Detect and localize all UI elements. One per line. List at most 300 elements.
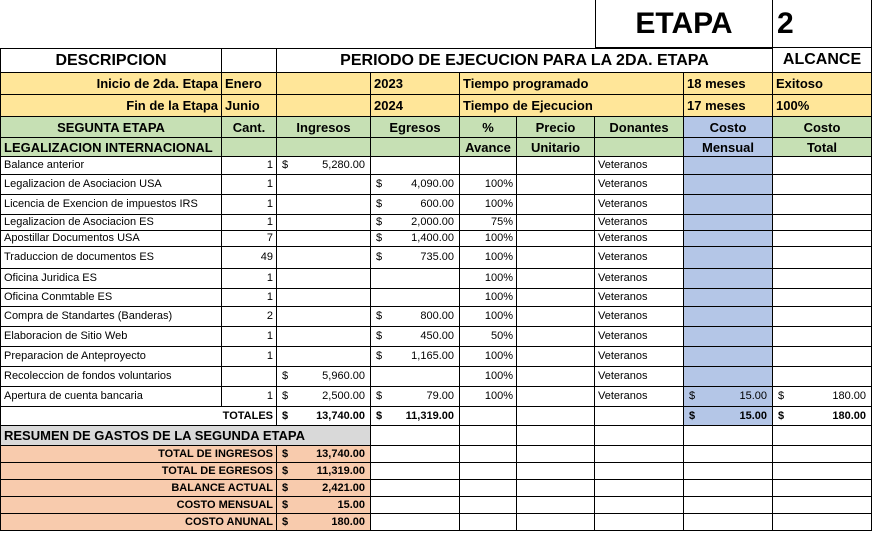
row-egresos[interactable] [371,157,460,175]
amount: 735.00 [420,251,454,263]
row-avance[interactable] [460,327,517,347]
tiempo-programado-label-text: Tiempo programado [463,76,589,91]
row-donante[interactable] [595,387,684,407]
row-description-text: Licencia de Exencion de impuestos IRS [4,198,198,210]
row-donante[interactable] [595,195,684,215]
blank-cell[interactable] [595,407,684,426]
tiempo-ejecucion-value[interactable] [684,95,773,117]
row-donante[interactable] [595,327,684,347]
blank-cell[interactable] [595,138,684,157]
col-header-mensual[interactable] [684,138,773,157]
row-avance-text: 75% [490,216,513,228]
row-donante-text: Veteranos [598,370,648,382]
col-header-unitario[interactable] [517,138,595,157]
row-avance[interactable] [460,289,517,307]
row-avance-text: 100% [484,370,513,382]
blank-cell[interactable] [684,514,773,531]
col-header-unitario-text: Unitario [530,139,581,155]
row-avance[interactable] [460,347,517,367]
row-egresos[interactable] [371,231,460,247]
row-cantidad[interactable] [222,175,277,195]
row-costo-total[interactable] [773,269,872,289]
row-precio-unitario[interactable] [517,289,595,307]
row-egresos[interactable] [371,347,460,367]
row-cantidad-text: 1 [266,159,273,171]
alcance-percent[interactable] [773,95,872,117]
row-cantidad-text: 1 [266,198,273,210]
tiempo-programado-value[interactable] [684,73,773,95]
row-avance[interactable] [460,231,517,247]
row-cantidad-text: 1 [266,330,273,342]
blank-cell[interactable] [371,497,460,514]
row-costo-mensual[interactable] [684,215,773,231]
tiempo-ejecucion-label[interactable] [460,95,684,117]
amount: 2,421.00 [322,481,365,494]
fin-label[interactable] [0,95,222,117]
row-description[interactable] [0,387,222,407]
row-description[interactable] [0,289,222,307]
col-header-cant[interactable] [222,117,277,138]
row-costo-mensual[interactable] [684,307,773,327]
row-costo-mensual[interactable] [684,289,773,307]
fin-month[interactable] [222,95,277,117]
etapa-number[interactable] [773,0,872,48]
blank-cell[interactable] [684,497,773,514]
row-precio-unitario[interactable] [517,387,595,407]
row-cantidad[interactable] [222,289,277,307]
col-header-avance[interactable] [460,138,517,157]
row-avance[interactable] [460,215,517,231]
row-egresos[interactable] [371,269,460,289]
row-ingresos[interactable] [277,157,371,175]
row-egresos[interactable] [371,367,460,387]
amount: 180.00 [832,409,866,422]
row-costo-total[interactable] [773,157,872,175]
blank-cell[interactable] [371,480,460,497]
row-cantidad[interactable] [222,387,277,407]
currency-symbol: $ [282,409,289,422]
row-cantidad-text: 1 [266,291,273,303]
row-donante-text: Veteranos [598,232,648,244]
header-alcance-text: ALCANCE [782,51,862,68]
resumen-label[interactable] [0,497,277,514]
amount: 15.00 [739,409,767,422]
blank-cell[interactable] [773,497,872,514]
currency-symbol: $ [376,251,383,263]
row-avance[interactable] [460,247,517,269]
col-header-pct[interactable] [460,117,517,138]
amount: 11,319.00 [405,409,454,422]
inicio-label[interactable] [0,73,222,95]
amount: 15.00 [337,498,365,511]
resumen-label[interactable] [0,446,277,463]
blank-cell[interactable] [371,446,460,463]
amount: 13,740.00 [316,447,365,460]
section-title[interactable] [0,138,222,157]
resumen-label[interactable] [0,480,277,497]
row-cantidad-text: 1 [266,390,273,402]
alcance-status[interactable] [773,73,872,95]
inicio-month[interactable] [222,73,277,95]
row-description[interactable] [0,307,222,327]
row-description-text: Oficina Juridica ES [4,272,97,284]
row-avance[interactable] [460,367,517,387]
resumen-label-text: COSTO MENSUAL [176,498,273,511]
row-donante[interactable] [595,347,684,367]
col-header-ingresos-text: Ingresos [296,119,351,135]
resumen-value[interactable] [277,480,371,497]
row-precio-unitario[interactable] [517,367,595,387]
blank-cell[interactable] [684,426,773,446]
row-donante-text: Veteranos [598,291,648,303]
resumen-label-text: TOTAL DE INGRESOS [158,447,273,460]
row-donante[interactable] [595,307,684,327]
blank-cell[interactable] [595,497,684,514]
currency-symbol: $ [376,330,383,342]
totales-label[interactable] [0,407,277,426]
row-description[interactable] [0,347,222,367]
row-costo-mensual[interactable] [684,231,773,247]
blank-cell[interactable] [222,138,277,157]
row-precio-unitario[interactable] [517,175,595,195]
row-cantidad-text: 2 [266,310,273,322]
row-description[interactable] [0,157,222,175]
row-ingresos[interactable] [277,195,371,215]
row-costo-total[interactable] [773,215,872,231]
currency-symbol: $ [689,409,696,422]
row-description-text: Legalizacion de Asociacion USA [4,178,162,190]
row-egresos[interactable] [371,307,460,327]
blank-cell[interactable] [460,463,517,480]
row-avance-text: 100% [484,390,513,402]
blank-cell[interactable] [517,426,595,446]
col-header-avance-text: Avance [465,139,511,155]
col-header-etapa[interactable] [0,117,222,138]
row-description-text: Elaboracion de Sitio Web [4,330,128,342]
row-cantidad[interactable] [222,269,277,289]
blank-cell[interactable] [460,407,517,426]
row-precio-unitario[interactable] [517,307,595,327]
blank-cell[interactable] [460,426,517,446]
currency-symbol: $ [376,409,383,422]
row-donante-text: Veteranos [598,198,648,210]
row-ingresos[interactable] [277,215,371,231]
row-egresos[interactable] [371,195,460,215]
row-description[interactable] [0,195,222,215]
row-costo-mensual[interactable] [684,367,773,387]
row-description-text: Balance anterior [4,159,85,171]
row-description[interactable] [0,175,222,195]
row-precio-unitario[interactable] [517,247,595,269]
amount: 5,960.00 [322,370,365,382]
row-avance[interactable] [460,269,517,289]
row-avance-text: 100% [484,232,513,244]
row-donante-text: Veteranos [598,310,648,322]
alcance-percent-text: 100% [776,98,810,113]
row-costo-total[interactable] [773,367,872,387]
row-ingresos[interactable] [277,347,371,367]
total-costo-total[interactable] [773,407,872,426]
row-ingresos[interactable] [277,327,371,347]
row-avance-text: 100% [484,272,513,284]
col-header-precio-text: Precio [535,119,576,135]
total-costo-mensual[interactable] [684,407,773,426]
blank-cell[interactable] [371,426,460,446]
row-donante[interactable] [595,367,684,387]
blank-cell[interactable] [773,426,872,446]
row-ingresos[interactable] [277,289,371,307]
row-costo-total[interactable] [773,327,872,347]
blank-cell[interactable] [460,497,517,514]
row-donante-text: Veteranos [598,178,648,190]
blank-cell[interactable] [517,514,595,531]
blank-cell[interactable] [684,463,773,480]
header-periodo[interactable] [277,48,773,73]
col-header-costo_total-text: Costo [803,119,841,135]
blank-cell[interactable] [773,514,872,531]
blank-cell[interactable] [460,480,517,497]
amount: 1,400.00 [411,232,454,244]
row-costo-total[interactable] [773,387,872,407]
row-egresos[interactable] [371,215,460,231]
currency-symbol: $ [376,216,383,228]
row-egresos[interactable] [371,175,460,195]
row-costo-total[interactable] [773,307,872,327]
blank-cell[interactable] [773,463,872,480]
row-precio-unitario[interactable] [517,195,595,215]
blank-cell[interactable] [517,446,595,463]
row-description-text: Oficina Conmtable ES [4,291,113,303]
col-header-costo_mensual[interactable] [684,117,773,138]
amount: 1,165.00 [411,350,454,362]
resumen-title-text: RESUMEN DE GASTOS DE LA SEGUNDA ETAPA [4,428,305,443]
row-costo-total[interactable] [773,247,872,269]
row-avance[interactable] [460,387,517,407]
col-header-etapa-text: SEGUNTA ETAPA [57,119,165,135]
row-avance-text: 100% [484,350,513,362]
blank-cell[interactable] [595,463,684,480]
amount: 13,740.00 [316,409,365,422]
row-cantidad[interactable] [222,231,277,247]
row-cantidad[interactable] [222,157,277,175]
row-cantidad[interactable] [222,247,277,269]
row-donante-text: Veteranos [598,350,648,362]
row-description-text: Preparacion de Anteproyecto [4,350,146,362]
row-avance[interactable] [460,157,517,175]
row-cantidad[interactable] [222,195,277,215]
tiempo-programado-value-text: 18 meses [687,76,746,91]
resumen-label[interactable] [0,514,277,531]
blank-cell[interactable] [277,138,371,157]
row-costo-total[interactable] [773,347,872,367]
currency-symbol: $ [376,178,383,190]
row-avance-text: 100% [484,310,513,322]
etapa-title[interactable] [595,0,773,48]
row-description-text: Apostillar Documentos USA [4,232,140,244]
blank-cell[interactable] [371,514,460,531]
header-descripcion[interactable] [0,48,222,73]
row-costo-total[interactable] [773,289,872,307]
col-header-donantes[interactable] [595,117,684,138]
row-donante-text: Veteranos [598,159,648,171]
row-avance-text: 100% [484,251,513,263]
tiempo-programado-label[interactable] [460,73,684,95]
row-precio-unitario[interactable] [517,157,595,175]
col-header-egresos[interactable] [371,117,460,138]
blank-cell[interactable] [277,95,371,117]
row-egresos[interactable] [371,387,460,407]
header-alcance[interactable] [773,48,872,73]
blank-cell[interactable] [222,48,277,73]
row-donante-text: Veteranos [598,330,648,342]
resumen-value[interactable] [277,497,371,514]
row-costo-mensual[interactable] [684,157,773,175]
blank-cell[interactable] [460,514,517,531]
col-header-ingresos[interactable] [277,117,371,138]
row-egresos[interactable] [371,289,460,307]
row-description[interactable] [0,367,222,387]
row-description[interactable] [0,215,222,231]
inicio-year-text: 2023 [374,76,403,91]
col-header-egresos-text: Egresos [389,119,441,135]
col-header-precio[interactable] [517,117,595,138]
row-cantidad[interactable] [222,347,277,367]
total-ingresos[interactable] [277,407,371,426]
amount: 450.00 [420,330,454,342]
row-egresos[interactable] [371,247,460,269]
blank-cell[interactable] [595,426,684,446]
row-precio-unitario[interactable] [517,269,595,289]
currency-symbol: $ [376,232,383,244]
blank-cell[interactable] [371,463,460,480]
row-cantidad-text: 1 [266,350,273,362]
row-egresos[interactable] [371,327,460,347]
blank-cell[interactable] [773,480,872,497]
row-costo-mensual[interactable] [684,327,773,347]
row-ingresos[interactable] [277,247,371,269]
resumen-label-text: TOTAL DE EGRESOS [161,464,273,477]
currency-symbol: $ [778,409,785,422]
row-ingresos[interactable] [277,387,371,407]
blank-cell[interactable] [684,480,773,497]
row-donante[interactable] [595,215,684,231]
amount: 79.00 [426,390,454,402]
col-header-total[interactable] [773,138,872,157]
resumen-title[interactable] [0,426,371,446]
inicio-year[interactable] [371,73,460,95]
row-description-text: Legalizacion de Asociacion ES [4,216,154,228]
row-donante[interactable] [595,269,684,289]
row-cantidad[interactable] [222,327,277,347]
row-ingresos[interactable] [277,175,371,195]
row-costo-total[interactable] [773,175,872,195]
row-cantidad-text: 1 [266,272,273,284]
row-costo-mensual[interactable] [684,175,773,195]
row-donante[interactable] [595,289,684,307]
blank-cell[interactable] [517,480,595,497]
row-donante[interactable] [595,231,684,247]
row-costo-total[interactable] [773,231,872,247]
row-avance-text: 100% [484,291,513,303]
currency-symbol: $ [376,198,383,210]
row-ingresos[interactable] [277,269,371,289]
row-avance[interactable] [460,195,517,215]
row-ingresos[interactable] [277,231,371,247]
col-header-donantes-text: Donantes [609,119,669,135]
row-donante[interactable] [595,157,684,175]
fin-year-text: 2024 [374,98,403,113]
row-avance-text: 100% [484,198,513,210]
row-donante-text: Veteranos [598,216,648,228]
blank-cell[interactable] [773,446,872,463]
fin-year[interactable] [371,95,460,117]
row-description[interactable] [0,231,222,247]
row-description[interactable] [0,327,222,347]
resumen-value[interactable] [277,463,371,480]
blank-cell[interactable] [277,73,371,95]
currency-symbol: $ [282,481,289,494]
blank-cell[interactable] [460,446,517,463]
row-description[interactable] [0,247,222,269]
section-title-text: LEGALIZACION INTERNACIONAL [4,139,213,155]
blank-cell[interactable] [371,138,460,157]
row-donante[interactable] [595,175,684,195]
row-costo-mensual[interactable] [684,347,773,367]
row-precio-unitario[interactable] [517,215,595,231]
row-costo-mensual[interactable] [684,247,773,269]
blank-cell[interactable] [517,407,595,426]
row-precio-unitario[interactable] [517,327,595,347]
row-description[interactable] [0,269,222,289]
blank-cell[interactable] [595,480,684,497]
blank-cell[interactable] [517,497,595,514]
row-ingresos[interactable] [277,367,371,387]
row-cantidad-text: 1 [266,216,273,228]
row-cantidad[interactable] [222,215,277,231]
row-costo-mensual[interactable] [684,387,773,407]
total-egresos[interactable] [371,407,460,426]
row-costo-mensual[interactable] [684,195,773,215]
blank-cell[interactable] [517,463,595,480]
resumen-value[interactable] [277,446,371,463]
etapa-title-text: ETAPA [635,6,733,40]
resumen-label[interactable] [0,463,277,480]
row-cantidad[interactable] [222,307,277,327]
row-costo-total[interactable] [773,195,872,215]
row-avance[interactable] [460,307,517,327]
row-avance[interactable] [460,175,517,195]
blank-cell[interactable] [684,446,773,463]
currency-symbol: $ [282,370,289,382]
resumen-value[interactable] [277,514,371,531]
currency-symbol: $ [282,447,289,460]
row-costo-mensual[interactable] [684,269,773,289]
row-donante[interactable] [595,247,684,269]
header-descripcion-text: DESCRIPCION [55,51,167,69]
resumen-label-text: COSTO ANUNAL [185,515,273,528]
row-precio-unitario[interactable] [517,347,595,367]
row-ingresos[interactable] [277,307,371,327]
col-header-costo_total[interactable] [773,117,872,138]
header-periodo-text: PERIODO DE EJECUCION PARA LA 2DA. ETAPA [340,51,709,69]
row-cantidad[interactable] [222,367,277,387]
currency-symbol: $ [376,310,383,322]
inicio-label-text: Inicio de 2da. Etapa [96,76,218,91]
blank-cell[interactable] [595,446,684,463]
row-cantidad-text: 49 [260,251,273,263]
blank-cell[interactable] [595,514,684,531]
row-precio-unitario[interactable] [517,231,595,247]
